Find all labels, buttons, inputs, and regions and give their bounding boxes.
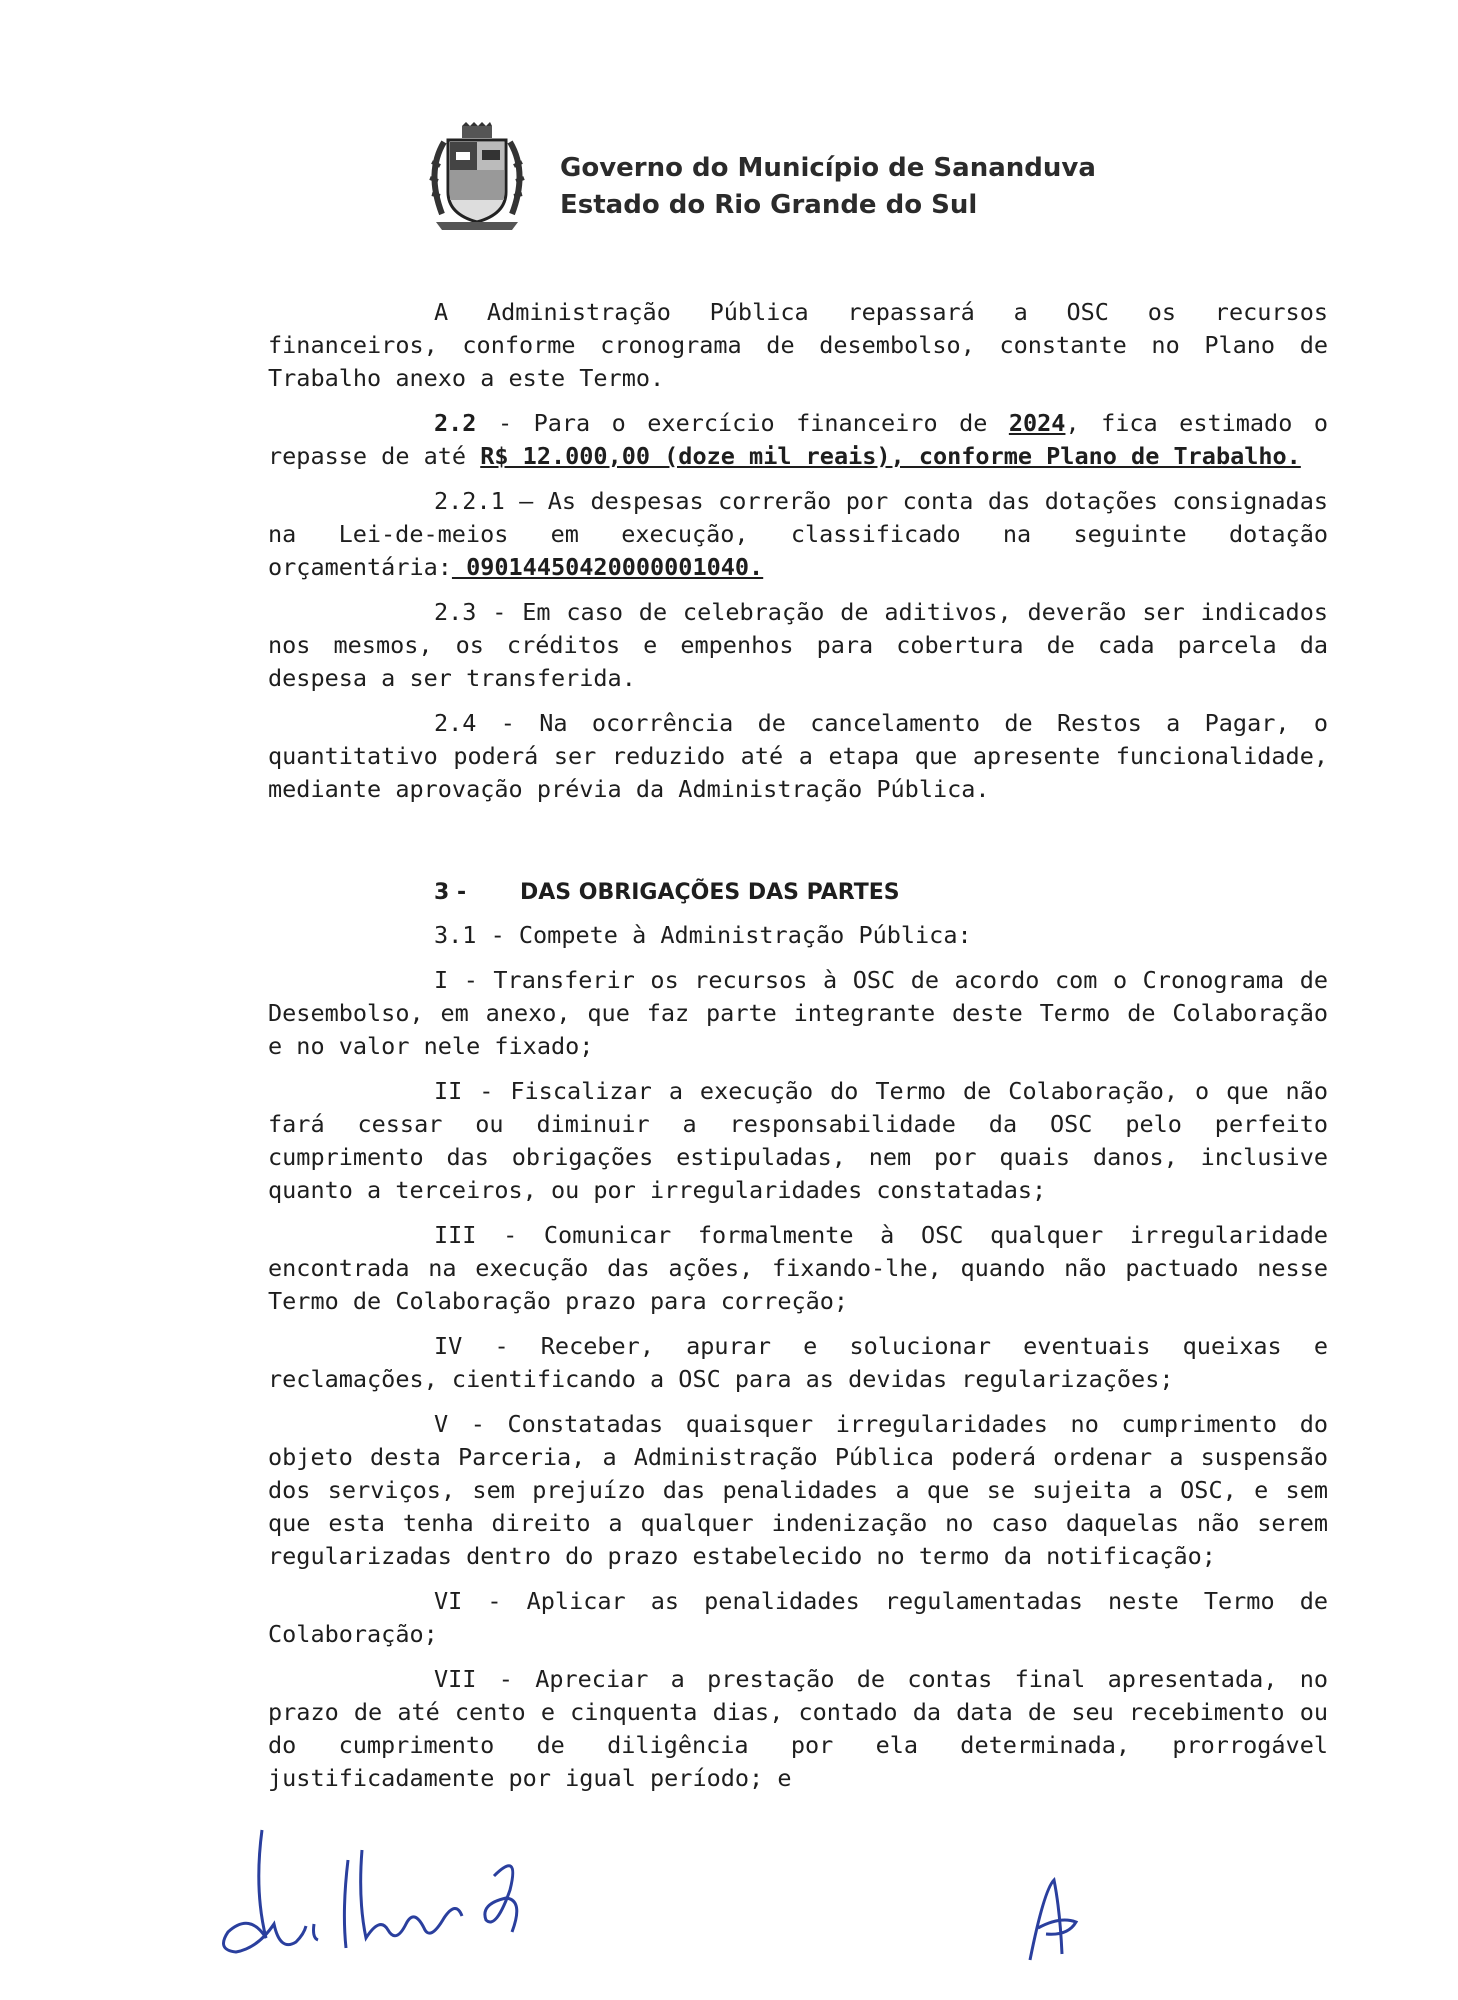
obligation-item: III - Comunicar formalmente à OSC qualquer irregularidade encontrada na execução das ações, fixando-lhe, quando não pactuado nesse Termo de Colaboração prazo para correção;	[268, 1221, 1328, 1315]
budget-code: 09014450420000001040.	[451, 553, 764, 581]
obligation-item: VII - Apreciar a prestação de contas final apresentada, no prazo de até cento e cinquenta dias, contado da data de seu recebimento ou do cumprimento de diligência por ela determinada, prorrogável justificadamente por igual período; e	[268, 1665, 1328, 1792]
obligation-item: IV - Receber, apurar e solucionar eventuais queixas e reclamações, cientificando a OSC para as devidas regularizações;	[268, 1332, 1328, 1393]
obligation-item: II - Fiscalizar a execução do Termo de Colaboração, o que não fará cessar ou diminuir a responsabilidade da OSC pelo perfeito cumprimento das obrigações estipuladas, nem por quais danos, inclusive quanto a terceiros, ou por irregularidades constatadas;	[268, 1077, 1328, 1204]
obligation-item: V - Constatadas quaisquer irregularidades no cumprimento do objeto desta Parceria, a Administração Pública poderá ordenar a suspensão dos serviços, sem prejuízo das penalidades a que se sujeita a OSC, e sem que esta tenha direito a qualquer indenização no caso daquelas não serem regularizadas dentro do prazo estabelecido no termo da notificação;	[268, 1410, 1328, 1570]
state-name: Estado do Rio Grande do Sul	[560, 190, 978, 220]
section-3-1: 3.1 - Compete à Administração Pública:	[434, 921, 972, 949]
paragraph-2-2: 2.2 - Para o exercício financeiro de 2024, fica estimado o repasse de até R$ 12.000,00 (doze mil reais), conforme Plano de Trabalho.	[268, 409, 1328, 470]
document-body	[268, 296, 1328, 1807]
municipal-coat-of-arms-icon	[418, 122, 536, 234]
signature-left-icon	[210, 1820, 550, 1970]
paragraph-2-3: 2.3 - Em caso de celebração de aditivos, deverão ser indicados nos mesmos, os créditos e empenhos para cobertura de cada parcela da despesa a ser transferida.	[268, 598, 1328, 692]
obligation-item: VI - Aplicar as penalidades regulamentadas neste Termo de Colaboração;	[268, 1587, 1328, 1648]
section-3-heading: 3 - DAS OBRIGAÇÕES DAS PARTES	[434, 880, 900, 905]
obligation-item: I - Transferir os recursos à OSC de acordo com o Cronograma de Desembolso, em anexo, que faz parte integrante deste Termo de Colaboração e no valor nele fixado;	[268, 966, 1328, 1060]
paragraph-transfer: A Administração Pública repassará a OSC os recursos financeiros, conforme cronograma de desembolso, constante no Plano de Trabalho anexo a este Termo.	[268, 298, 1328, 392]
paragraph-2-4: 2.4 - Na ocorrência de cancelamento de Restos a Pagar, o quantitativo poderá ser reduzido até a etapa que apresente funcionalidade, mediante aprovação prévia da Administração Pública.	[268, 709, 1328, 803]
municipality-name: Governo do Município de Sananduva	[560, 153, 1096, 183]
initials-right-icon	[1010, 1870, 1090, 1970]
letterhead-title	[560, 150, 1096, 224]
transfer-amount: R$ 12.000,00 (doze mil reais), conforme Plano de Trabalho.	[480, 442, 1301, 470]
paragraph-2-2-1: 2.2.1 – As despesas correrão por conta das dotações consignadas na Lei-de-meios em execução, classificado na seguinte dotação orçamentária: 09014450420000001040.	[268, 487, 1328, 581]
